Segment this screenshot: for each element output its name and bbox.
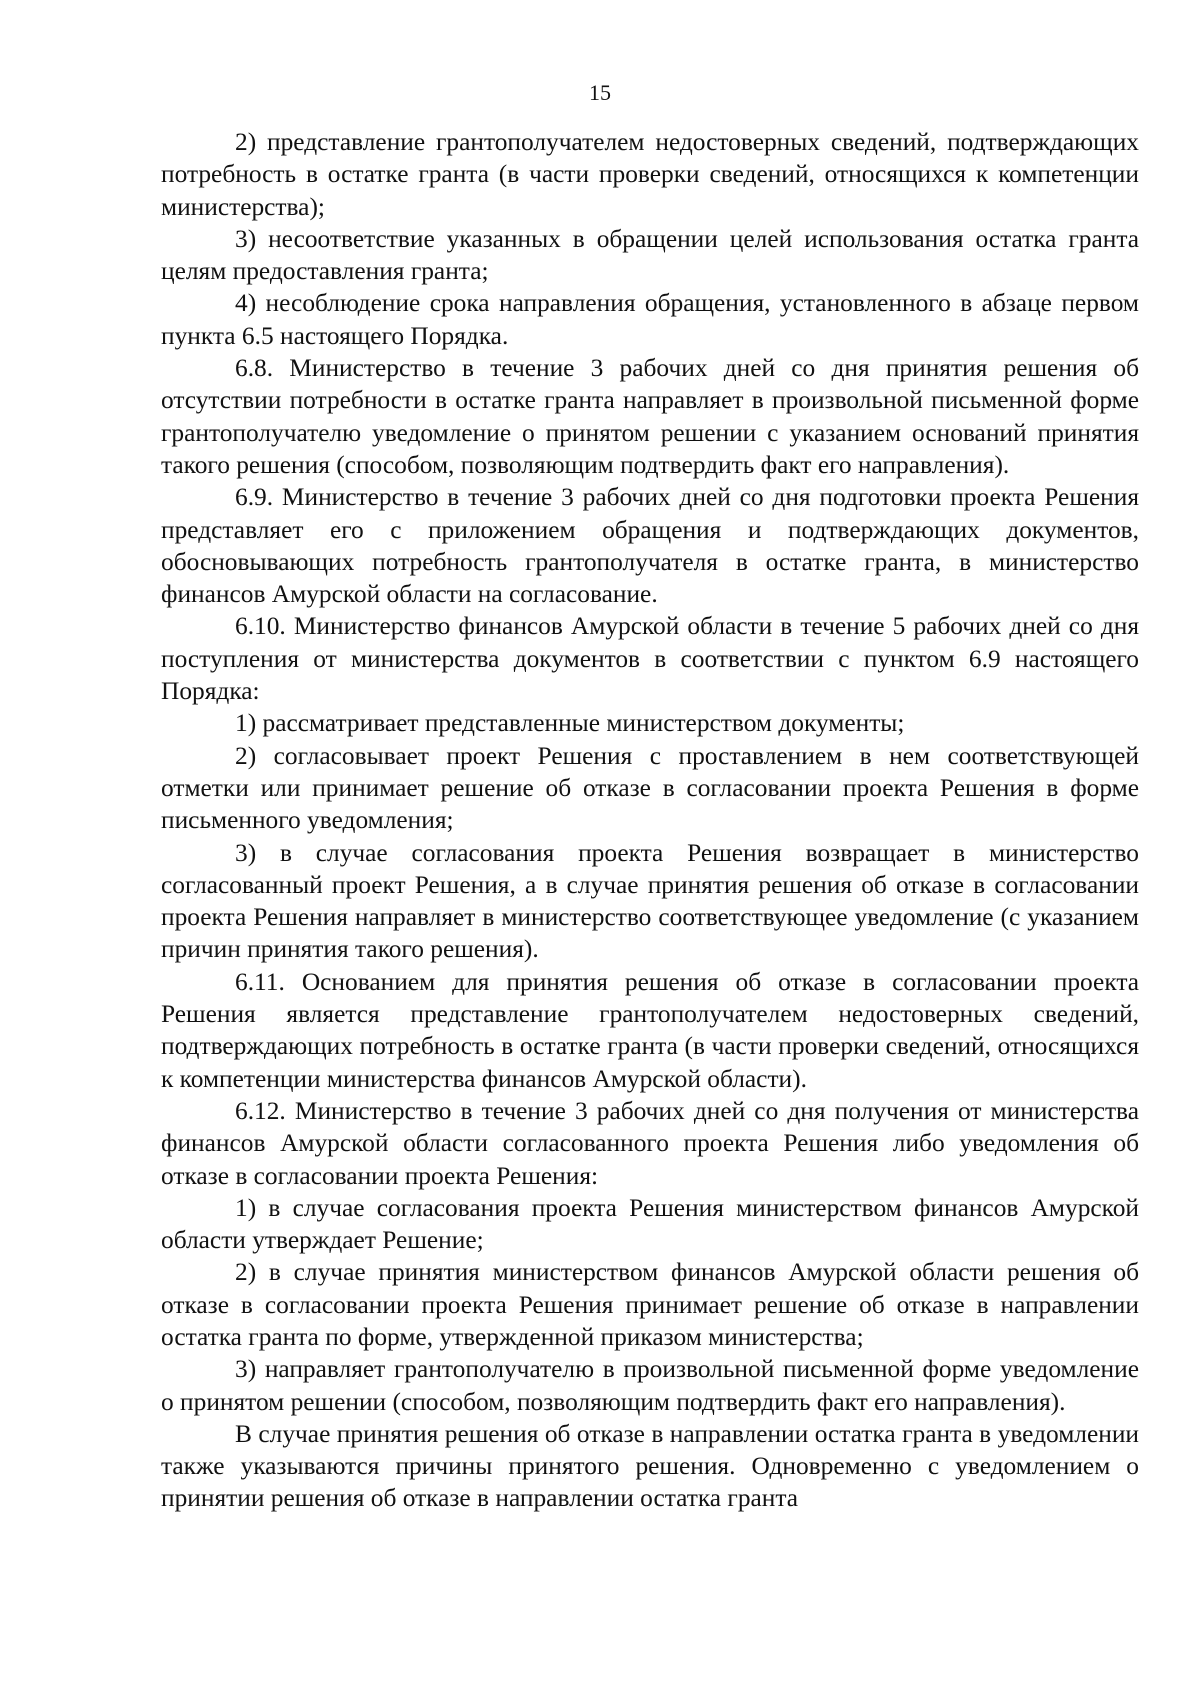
paragraph-item-2-false-info: 2) представление грантополучателем недостоверных сведений, подтверждающих потребность в остатке гранта (в части проверки сведений, относящихся к компетенции министерства); — [161, 128, 1139, 221]
paragraph-6-10-item-2: 2) согласовывает проект Решения с проставлением в нем соответствующей отметки или принимает решение об отказе в согласовании проекта Решения в форме письменного уведомления; — [161, 741, 1139, 835]
paragraph-6-10-item-3: 3) в случае согласования проекта Решения возвращает в министерство согласованный проект Решения, а в случае принятия решения об отказе в согласовании проекта Решения направляет в министерство соответствующее уведомление (с указанием причин принятия такого решения). — [161, 838, 1139, 964]
paragraph-6-8: 6.8. Министерство в течение 3 рабочих дней со дня принятия решения об отсутствии потребности в остатке гранта направляет в произвольной письменной форме грантополучателю уведомление о принятом решении с указанием оснований принятия такого решения (способом, позволяющим подтвердить факт его направления). — [161, 354, 1139, 479]
paragraph-6-10-item-1: 1) рассматривает представленные министерством документы; — [235, 709, 905, 738]
paragraph-6-10: 6.10. Министерство финансов Амурской области в течение 5 рабочих дней со дня поступления от министерства документов в соответствии с пунктом 6.9 настоящего Порядка: — [161, 612, 1139, 706]
paragraph-6-9: 6.9. Министерство в течение 3 рабочих дней со дня подготовки проекта Решения представляет его с приложением обращения и подтверждающих документов, обосновывающих потребность грантополучателя в остатке гранта, в министерство финансов Амурской области на согласование. — [161, 483, 1139, 609]
paragraph-6-12: 6.12. Министерство в течение 3 рабочих дней со дня получения от министерства финансов Амурской области согласованного проекта Решения либо уведомления об отказе в согласовании проекта Решения: — [161, 1096, 1139, 1190]
paragraph-refusal-notice: В случае принятия решения об отказе в направлении остатка гранта в уведомлении также указываются причины принятого решения. Одновременно с уведомлением о принятии решения об отказе в направлении остатка гранта — [161, 1419, 1139, 1513]
paragraph-6-11: 6.11. Основанием для принятия решения об отказе в согласовании проекта Решения является представление грантополучателем недостоверных сведений, подтверждающих потребность в остатке гранта (в части проверки сведений, относящихся к компетенции министерства финансов Амурской области). — [161, 967, 1139, 1093]
paragraph-6-12-item-2: 2) в случае принятия министерством финансов Амурской области решения об отказе в согласовании проекта Решения принимает решение об отказе в направлении остатка гранта по форме, утвержденной приказом министерства; — [161, 1258, 1139, 1351]
page-number: 15 — [589, 80, 611, 105]
paragraph-6-12-item-1: 1) в случае согласования проекта Решения министерством финансов Амурской области утверждает Решение; — [161, 1193, 1139, 1255]
paragraph-6-12-item-3: 3) направляет грантополучателю в произвольной письменной форме уведомление о принятом решении (способом, позволяющим подтвердить факт его направления). — [161, 1355, 1139, 1416]
paragraph-item-3-goal-mismatch: 3) несоответствие указанных в обращении целей использования остатка гранта целям предоставления гранта; — [161, 224, 1139, 286]
document-body — [161, 126, 1139, 1515]
paragraph-item-4-deadline: 4) несоблюдение срока направления обращения, установленного в абзаце первом пункта 6.5 настоящего Порядка. — [161, 289, 1139, 350]
